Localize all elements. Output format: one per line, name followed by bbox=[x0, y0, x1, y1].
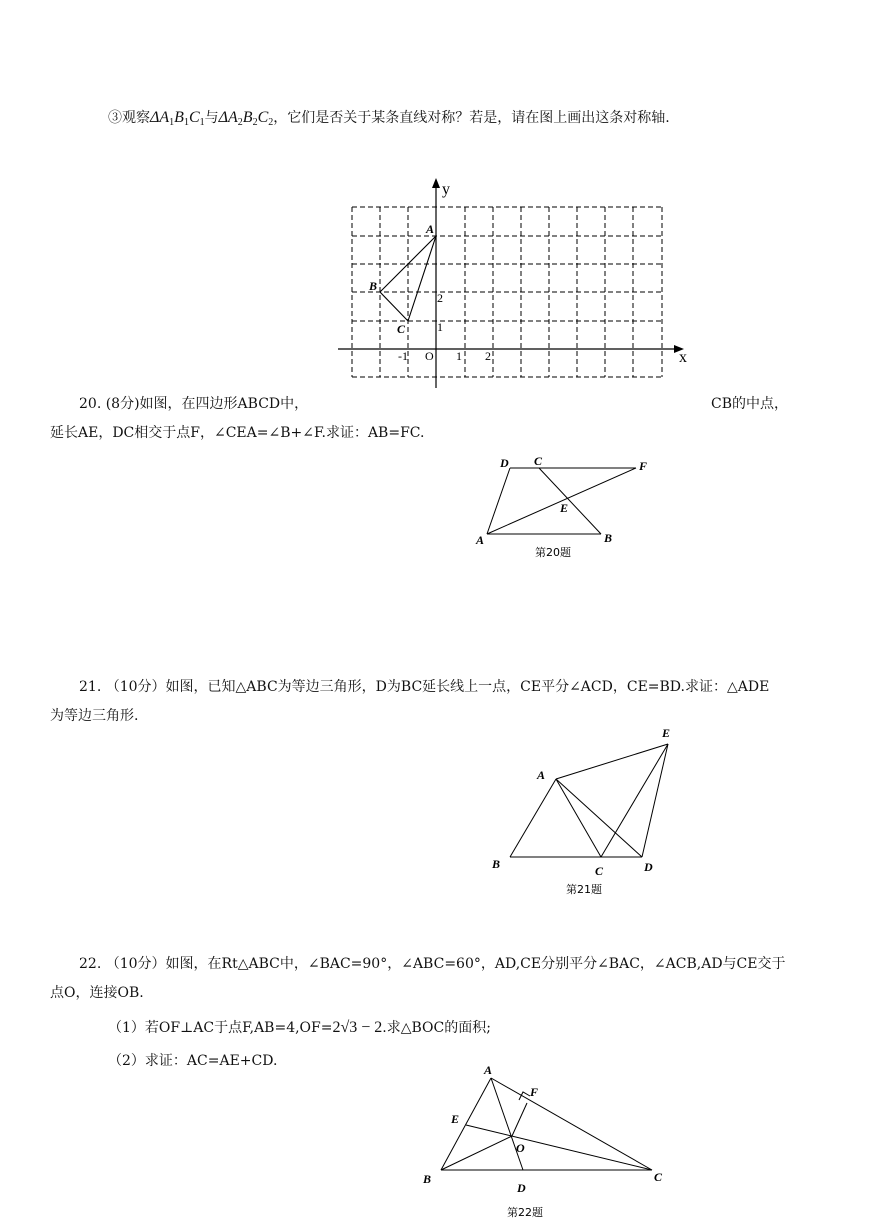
q21-line1: 21. （10分）如图，已知△ABC为等边三角形，D为BC延长线上一点，CE平分∠ACD，CE=BD.求证：△ADE bbox=[79, 679, 770, 695]
q22-line1: 22. （10分）如图，在Rt△ABC中，∠BAC=90°，∠ABC=60°，AD,CE分别平分∠BAC，∠ACB,AD与CE交于 bbox=[79, 956, 786, 972]
q21-line2: 为等边三角形. bbox=[50, 708, 139, 724]
axis-y-label: y bbox=[442, 181, 450, 198]
q22-caption: 第22题 bbox=[507, 1206, 543, 1219]
q21-point-b: B bbox=[492, 857, 501, 871]
tick-y-2: 2 bbox=[437, 291, 443, 305]
q21-caption: 第21题 bbox=[566, 883, 602, 896]
q20-point-d: D bbox=[500, 456, 509, 470]
q21-point-c: C bbox=[595, 864, 604, 878]
q20-point-f: F bbox=[639, 459, 648, 473]
q22-sub1-tail: .求△BOC的面积; bbox=[382, 1020, 491, 1036]
point-b-label: B bbox=[369, 279, 378, 293]
q21-point-d: D bbox=[644, 860, 653, 874]
q19-tail: ，它们是否关于某条直线对称？若是，请在图上画出这条对称轴. bbox=[273, 110, 670, 126]
tick-x-minus1: -1 bbox=[398, 349, 408, 363]
origin-label: O bbox=[425, 349, 434, 363]
q20-point-a: A bbox=[476, 533, 485, 547]
q19-lead: ③观察 bbox=[108, 110, 150, 126]
q22-point-d: D bbox=[517, 1181, 526, 1195]
q20-line1-right: CB的中点， bbox=[711, 396, 788, 412]
q22-line2: 点O，连接OB. bbox=[50, 985, 144, 1001]
q20-line2: 延长AE，DC相交于点F，∠CEA=∠B+∠F.求证：AB=FC. bbox=[50, 425, 425, 441]
q20-point-b: B bbox=[604, 531, 613, 545]
point-a-label: A bbox=[426, 222, 435, 236]
q22-sub1-text: （1）若OF⊥AC于点F,AB=4,OF= bbox=[108, 1020, 333, 1036]
tick-y-1: 1 bbox=[437, 320, 443, 334]
axis-x-label: x bbox=[679, 349, 687, 366]
q20-point-e: E bbox=[560, 501, 569, 515]
q22-point-c: C bbox=[654, 1170, 663, 1184]
triangle-a2b2c2: $\Delta A_2B_2C_2$ bbox=[218, 109, 274, 128]
q22-sub2: （2）求证：AC=AE+CD. bbox=[108, 1053, 278, 1069]
q22-point-a: A bbox=[484, 1063, 493, 1077]
q22-point-b: B bbox=[423, 1172, 432, 1186]
q20-line1-left: 20. (8分)如图，在四边形ABCD中， bbox=[79, 396, 309, 412]
q22-sub1-math: 2√3 − 2 bbox=[332, 1019, 383, 1036]
tick-x-1: 1 bbox=[456, 349, 462, 363]
point-c-label: C bbox=[397, 322, 406, 336]
q22-point-f: F bbox=[530, 1085, 539, 1099]
q22-point-e: E bbox=[451, 1112, 460, 1126]
q21-point-a: A bbox=[537, 768, 546, 782]
q20-caption: 第20题 bbox=[535, 546, 571, 559]
triangle-a1b1c1: $\Delta A_1B_1C_1$ bbox=[150, 109, 205, 128]
q19-conj: 与 bbox=[204, 110, 219, 126]
q22-point-o: O bbox=[516, 1141, 525, 1155]
tick-x-2: 2 bbox=[485, 349, 491, 363]
q21-point-e: E bbox=[662, 726, 671, 740]
q20-point-c: C bbox=[534, 454, 543, 468]
